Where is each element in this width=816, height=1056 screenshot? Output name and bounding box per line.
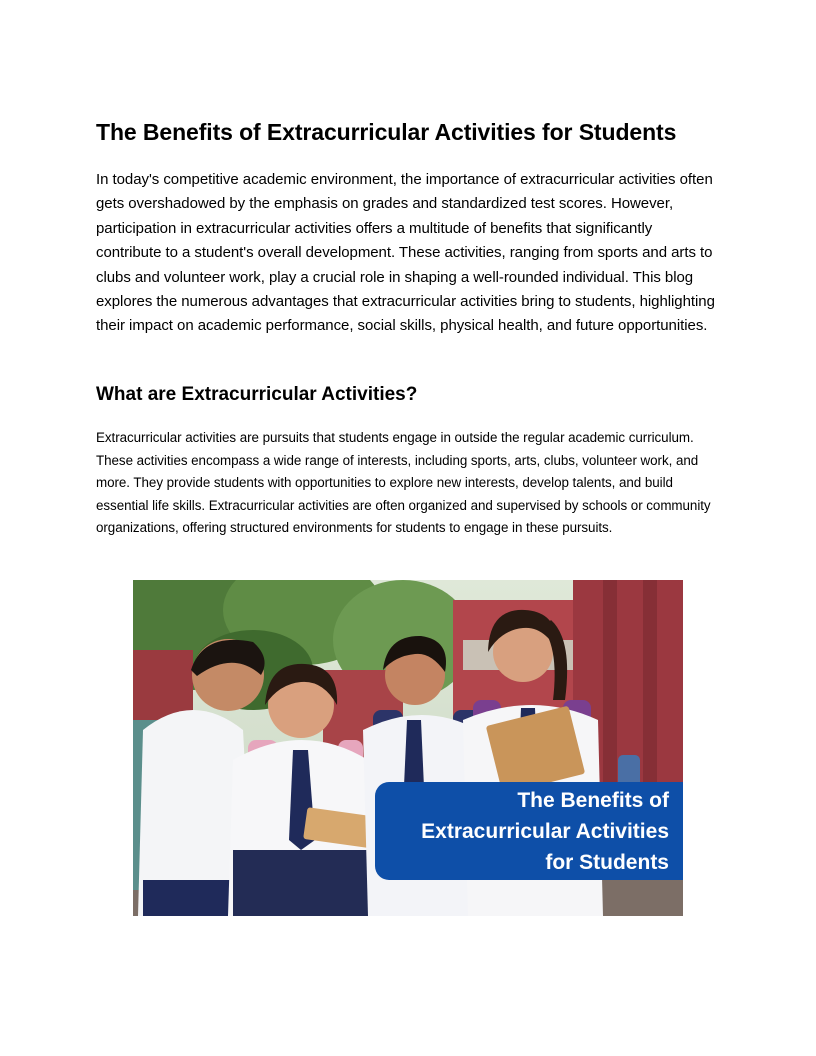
page-title: The Benefits of Extracurricular Activities for Students [96,119,677,145]
banner-line: Extracurricular Activities [421,819,669,843]
section-paragraph: Extracurricular activities are pursuits that students engage in outside the regular academic curriculum. These activities encompass a wide range of interests, including sports, arts, clubs, volunteer work, and more. They provide students with opportunities to explore new interests, develop talents, and build essential life skills. Extracurricular activities are often organized and supervised by schools or community organizations, offering structured environments for students to engage in these pursuits. [96,430,711,535]
hero-image [133,580,683,916]
banner-line: The Benefits of [517,788,669,812]
intro-paragraph: In today's competitive academic environment, the importance of extracurricular activities often gets overshadowed by the emphasis on grades and standardized test scores. However, participation in extracurricular activities offers a multitude of benefits that significantly contribute to a student's overall development. These activities, ranging from sports and arts to clubs and volunteer work, play a crucial role in shaping a well-rounded individual. This blog explores the numerous advantages that extracurricular activities bring to students, highlighting their impact on academic performance, social skills, physical health, and future opportunities. [96,171,715,335]
banner-line: for Students [545,850,669,874]
section-heading: What are Extracurricular Activities? [96,384,418,405]
hero-banner [375,782,683,880]
